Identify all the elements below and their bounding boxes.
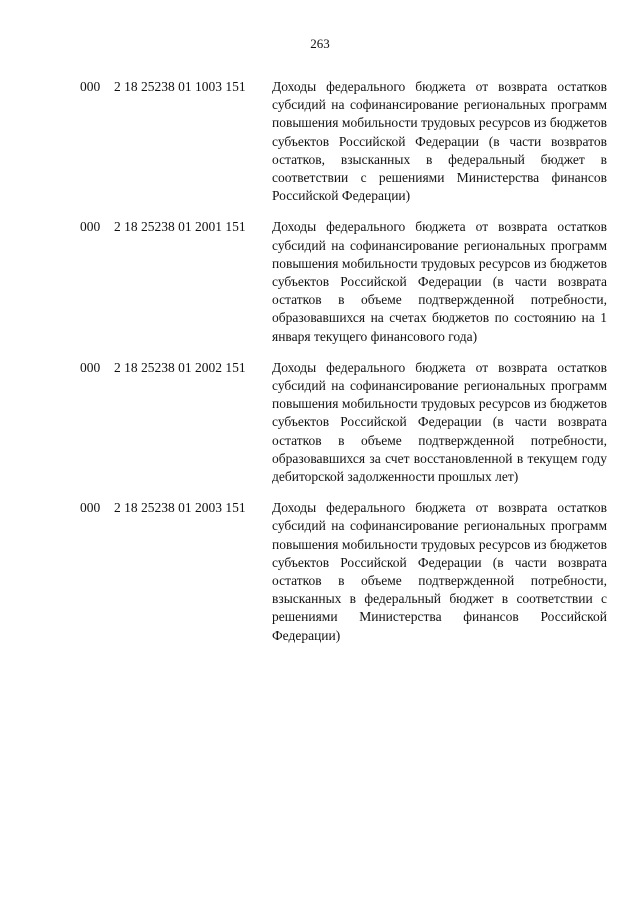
revenue-description: Доходы федерального бюджета от возврата остатков субсидий на софинансирование региональных программ повышения мобильности трудовых ресурсов из бюджетов субъектов Российской Федерации (в части возвратов остатков, взысканных в федеральный бюджет в соответствии с решениями Министерства финансов Российской Федерации) [272,79,607,204]
admin-code: 000 [80,359,101,375]
budget-code-table [0,78,640,658]
admin-code: 000 [80,79,101,94]
table-row [0,499,640,645]
page-number: 263 [310,36,330,51]
budget-classification-code: 2 18 25238 01 2002 151 [114,359,246,375]
budget-classification-code: 2 18 25238 01 2001 151 [114,219,246,235]
admin-code: 000 [80,500,101,516]
table-row [0,78,640,205]
budget-classification-code: 2 18 25238 01 2003 151 [114,500,246,516]
table-row [0,218,640,345]
budget-classification-code: 2 18 25238 01 1003 151 [114,79,246,94]
revenue-description: Доходы федерального бюджета от возврата остатков субсидий на софинансирование региональных программ повышения мобильности трудовых ресурсов из бюджетов субъектов Российской Федерации (в части возврата остатков в объеме подтвержденной потребности, образовавшихся за счет восстановленной в текущем году дебиторской задолженности прошлых лет) [272,359,607,485]
admin-code: 000 [80,219,101,235]
table-row [0,359,640,486]
revenue-description: Доходы федерального бюджета от возврата остатков субсидий на софинансирование региональных программ повышения мобильности трудовых ресурсов из бюджетов субъектов Российской Федерации (в части возврата остатков в объеме подтвержденной потребности, взысканных в федеральный бюджет в соответствии с решениями Министерства финансов Российской Федерации) [272,500,607,643]
revenue-description: Доходы федерального бюджета от возврата остатков субсидий на софинансирование региональных программ повышения мобильности трудовых ресурсов из бюджетов субъектов Российской Федерации (в части возврата остатков в объеме подтвержденной потребности, образовавшихся на счетах бюджетов по состоянию на 1 января текущего финансового года) [272,219,607,344]
